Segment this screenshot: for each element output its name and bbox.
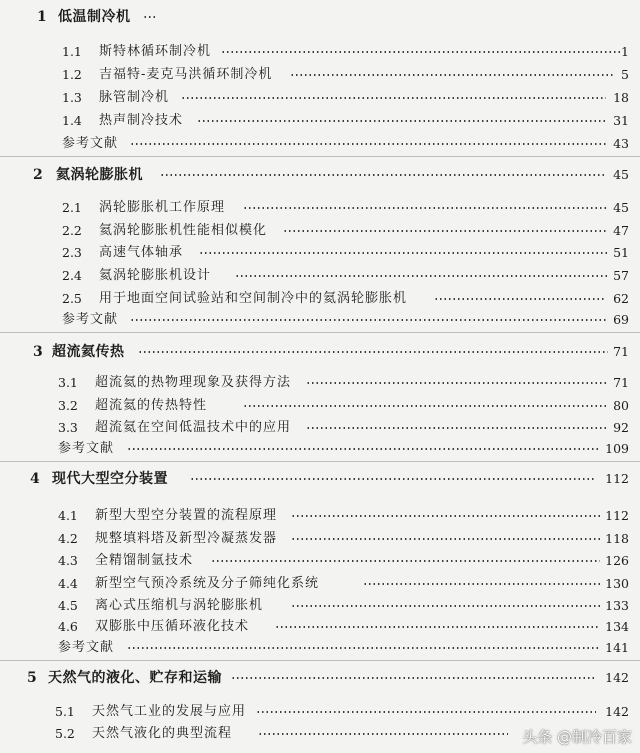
leader-dots bbox=[130, 143, 606, 145]
section-number: 4.4 bbox=[58, 576, 78, 591]
page-number: 142 bbox=[605, 670, 629, 685]
divider bbox=[0, 156, 640, 157]
section-4-6-row[interactable] bbox=[0, 617, 640, 637]
section-2-3-row[interactable] bbox=[0, 243, 640, 263]
section-number: 5.1 bbox=[55, 704, 75, 719]
leader-dots bbox=[243, 207, 608, 209]
page-number: 51 bbox=[613, 245, 629, 260]
section-title: 氦涡轮膨胀机性能相似模化 bbox=[99, 223, 268, 238]
section-number: 4.6 bbox=[58, 619, 78, 634]
page-number: 142 bbox=[605, 704, 629, 719]
section-number: 3.3 bbox=[58, 420, 78, 435]
section-title: 超流氦在空间低温技术中的应用 bbox=[95, 420, 292, 435]
leader-dots bbox=[231, 677, 596, 679]
page-number: 80 bbox=[613, 398, 629, 413]
section-number: 4.5 bbox=[58, 598, 78, 613]
page-number: 47 bbox=[613, 223, 629, 238]
leader-dots bbox=[235, 275, 608, 277]
section-number: 4.3 bbox=[58, 553, 78, 568]
chapter-title: 氦涡轮膨胀机 bbox=[56, 167, 143, 183]
section-title: 高速气体轴承 bbox=[99, 245, 184, 260]
leader-dots bbox=[199, 252, 608, 254]
chapter-number: 3 bbox=[33, 344, 43, 360]
chapter-title: 超流氦传热 bbox=[52, 344, 125, 360]
leader-dots bbox=[138, 351, 608, 353]
leader-dots bbox=[181, 97, 606, 99]
section-title: 热声制冷技术 bbox=[99, 113, 184, 128]
references-4-row[interactable] bbox=[0, 638, 640, 658]
section-number: 2.1 bbox=[62, 200, 82, 215]
chapter-number: 1 bbox=[37, 9, 47, 25]
leader-dots bbox=[290, 74, 614, 76]
leader-dots bbox=[127, 647, 600, 649]
section-title: 新型大型空分装置的流程原理 bbox=[95, 508, 278, 523]
page-number: 130 bbox=[605, 576, 629, 591]
references-title: 参考文献 bbox=[62, 136, 119, 151]
section-title: 天然气液化的典型流程 bbox=[92, 726, 233, 741]
section-2-5-row[interactable] bbox=[0, 289, 640, 309]
references-title: 参考文献 bbox=[58, 441, 115, 456]
section-1-4-row[interactable] bbox=[0, 111, 640, 131]
section-title: 吉福特-麦克马洪循环制冷机 bbox=[99, 67, 273, 82]
section-title: 超流氦的热物理现象及获得方法 bbox=[95, 375, 292, 390]
section-1-1-row[interactable] bbox=[0, 42, 640, 62]
chapter-5-row[interactable] bbox=[0, 668, 640, 688]
leader-dots bbox=[190, 478, 596, 480]
divider bbox=[0, 660, 640, 661]
section-number: 4.1 bbox=[58, 508, 78, 523]
page-number: 31 bbox=[613, 113, 629, 128]
page-number: 126 bbox=[605, 553, 629, 568]
chapter-title: 低温制冷机 bbox=[58, 9, 131, 25]
references-1-row[interactable] bbox=[0, 134, 640, 154]
page-number: 45 bbox=[613, 167, 629, 182]
section-title: 新型空气预冷系统及分子筛纯化系统 bbox=[95, 576, 320, 591]
section-1-2-row[interactable] bbox=[0, 65, 640, 85]
section-1-3-row[interactable] bbox=[0, 88, 640, 108]
chapter-number: 4 bbox=[30, 471, 40, 487]
page-number: 133 bbox=[605, 598, 629, 613]
section-title: 全精馏制氩技术 bbox=[95, 553, 194, 568]
page-number: 57 bbox=[613, 268, 629, 283]
section-number: 1.3 bbox=[62, 90, 82, 105]
section-number: 1.1 bbox=[62, 44, 82, 59]
leader-dots bbox=[434, 298, 606, 300]
page-number: 62 bbox=[613, 291, 629, 306]
section-4-4-row[interactable] bbox=[0, 574, 640, 594]
leader-dots bbox=[127, 448, 600, 450]
section-number: 5.2 bbox=[55, 726, 75, 741]
page-number: 71 bbox=[613, 375, 629, 390]
page-number: 112 bbox=[605, 508, 629, 523]
section-number: 3.2 bbox=[58, 398, 78, 413]
page-number: 1 bbox=[621, 44, 629, 59]
section-title: 脉管制冷机 bbox=[99, 90, 170, 105]
leader-dots bbox=[130, 319, 606, 321]
section-title: 规整填料塔及新型冷凝蒸发器 bbox=[95, 531, 278, 546]
leader-dots bbox=[258, 733, 508, 735]
section-2-4-row[interactable] bbox=[0, 266, 640, 286]
section-3-3-row[interactable] bbox=[0, 418, 640, 438]
page-number: 134 bbox=[605, 619, 629, 634]
chapter-title: 天然气的液化、贮存和运输 bbox=[48, 670, 222, 686]
page-number: 45 bbox=[613, 200, 629, 215]
divider bbox=[0, 461, 640, 462]
leader-dots bbox=[291, 538, 600, 540]
leader-dots bbox=[197, 120, 607, 122]
page-number: 18 bbox=[613, 90, 629, 105]
leader-dots bbox=[143, 16, 157, 18]
page-number: 69 bbox=[613, 312, 629, 327]
section-3-1-row[interactable] bbox=[0, 373, 640, 393]
page-number: 92 bbox=[613, 420, 629, 435]
references-2-row[interactable] bbox=[0, 310, 640, 330]
section-number: 2.4 bbox=[62, 268, 82, 283]
leader-dots bbox=[306, 382, 608, 384]
page-number: 43 bbox=[613, 136, 629, 151]
page-number: 109 bbox=[605, 441, 629, 456]
leader-dots bbox=[306, 427, 608, 429]
leader-dots bbox=[160, 174, 607, 176]
section-number: 2.5 bbox=[62, 291, 82, 306]
section-4-1-row[interactable] bbox=[0, 506, 640, 526]
leader-dots bbox=[221, 51, 621, 53]
section-4-3-row[interactable] bbox=[0, 551, 640, 571]
section-2-1-row[interactable] bbox=[0, 198, 640, 218]
leader-dots bbox=[363, 583, 600, 585]
references-3-row[interactable] bbox=[0, 439, 640, 459]
section-4-2-row[interactable] bbox=[0, 529, 640, 549]
section-title: 氦涡轮膨胀机设计 bbox=[99, 268, 212, 283]
chapter-1-row[interactable] bbox=[0, 7, 640, 27]
section-title: 涡轮膨胀机工作原理 bbox=[99, 200, 226, 215]
section-4-5-row[interactable] bbox=[0, 596, 640, 616]
page-number: 141 bbox=[605, 640, 629, 655]
page-number: 112 bbox=[605, 471, 629, 486]
section-2-2-row[interactable] bbox=[0, 221, 640, 241]
page-number: 118 bbox=[605, 531, 629, 546]
references-title: 参考文献 bbox=[58, 640, 115, 655]
section-title: 天然气工业的发展与应用 bbox=[92, 704, 247, 719]
section-number: 1.4 bbox=[62, 113, 82, 128]
section-title: 双膨胀中压循环液化技术 bbox=[95, 619, 250, 634]
section-number: 2.3 bbox=[62, 245, 82, 260]
leader-dots bbox=[275, 626, 600, 628]
section-number: 3.1 bbox=[58, 375, 78, 390]
section-number: 2.2 bbox=[62, 223, 82, 238]
page-number: 5 bbox=[621, 67, 629, 82]
leader-dots bbox=[256, 711, 596, 713]
leader-dots bbox=[243, 405, 608, 407]
leader-dots bbox=[291, 605, 600, 607]
leader-dots bbox=[211, 560, 600, 562]
references-title: 参考文献 bbox=[62, 312, 119, 327]
leader-dots bbox=[283, 230, 608, 232]
section-title: 用于地面空间试验站和空间制冷中的氦涡轮膨胀机 bbox=[99, 291, 408, 306]
section-title: 超流氦的传热特性 bbox=[95, 398, 208, 413]
watermark: 头条 @制冷百家 bbox=[522, 728, 632, 746]
chapter-3-row[interactable] bbox=[0, 342, 640, 362]
page-number: 71 bbox=[613, 344, 629, 359]
section-3-2-row[interactable] bbox=[0, 396, 640, 416]
section-title: 斯特林循环制冷机 bbox=[99, 44, 212, 59]
section-5-1-row[interactable] bbox=[0, 702, 640, 722]
chapter-4-row[interactable] bbox=[0, 469, 640, 489]
chapter-title: 现代大型空分装置 bbox=[52, 471, 168, 487]
divider bbox=[0, 332, 640, 333]
chapter-number: 2 bbox=[33, 167, 43, 183]
leader-dots bbox=[291, 515, 600, 517]
chapter-number: 5 bbox=[27, 670, 37, 686]
chapter-2-row[interactable] bbox=[0, 165, 640, 185]
section-title: 离心式压缩机与涡轮膨胀机 bbox=[95, 598, 264, 613]
section-number: 1.2 bbox=[62, 67, 82, 82]
section-number: 4.2 bbox=[58, 531, 78, 546]
